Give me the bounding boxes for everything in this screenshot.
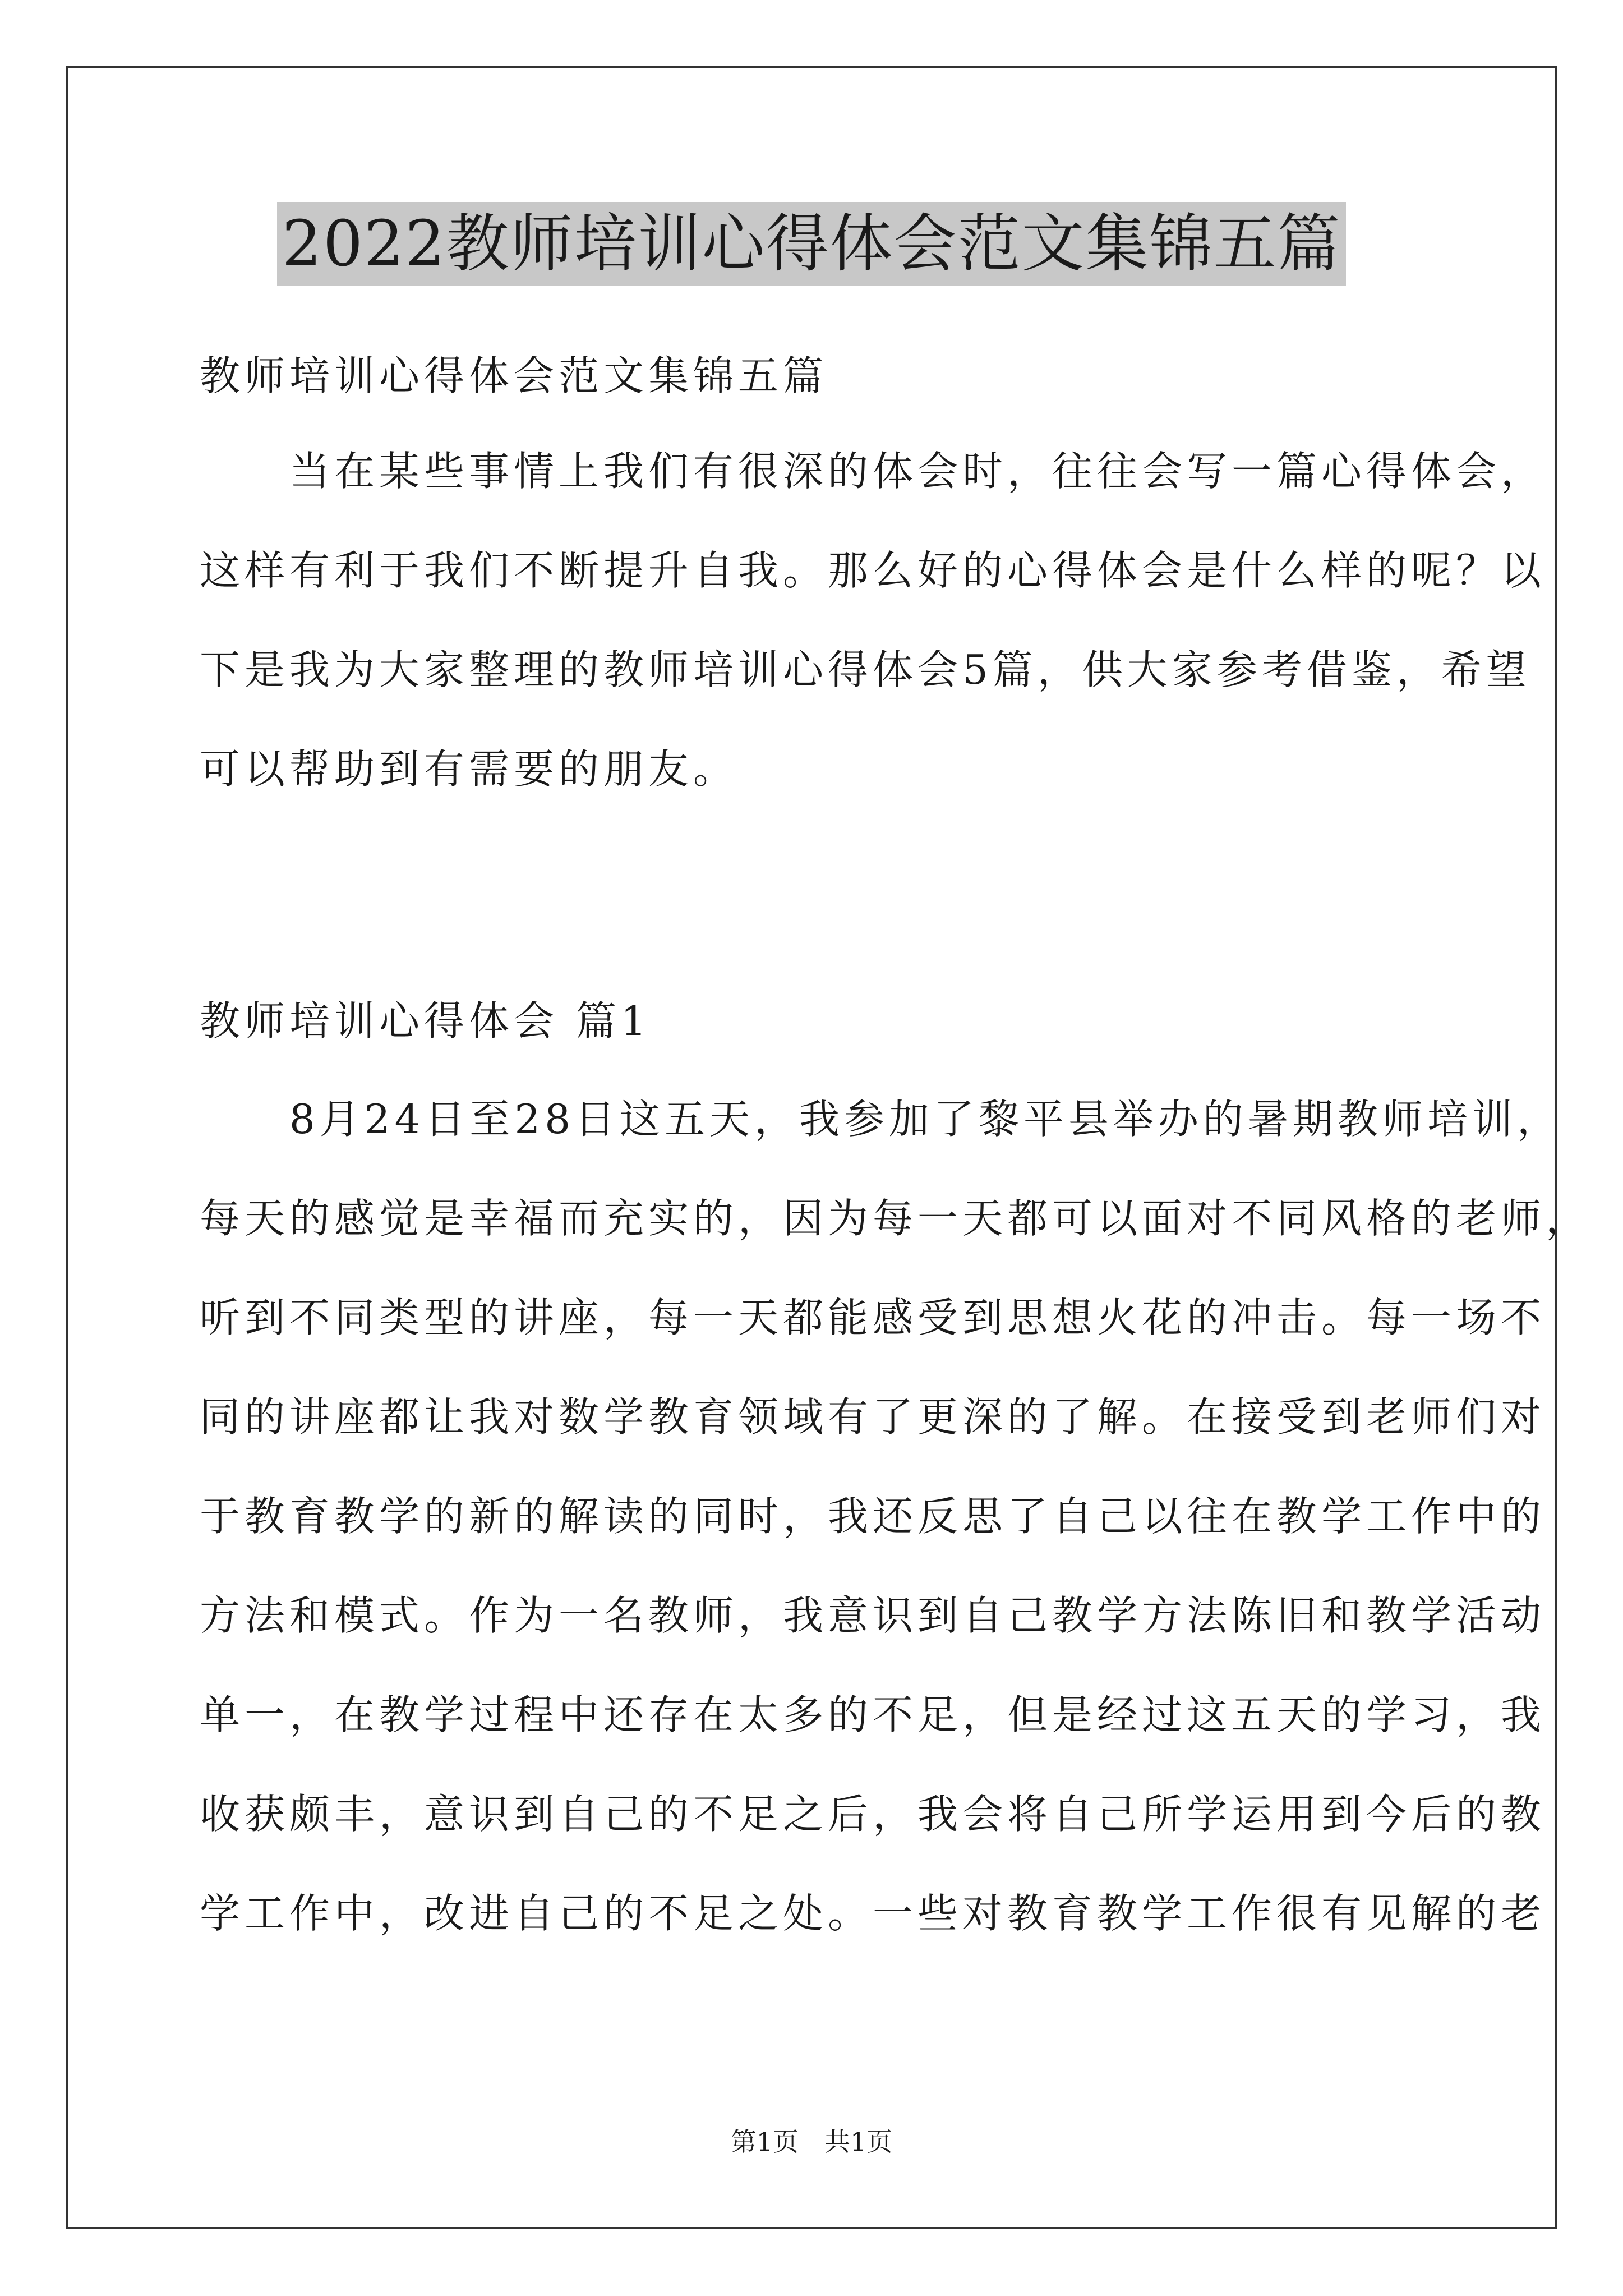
subtitle-block: [200, 348, 1456, 404]
paragraph-line: 可以帮助到有需要的朋友。: [200, 746, 739, 793]
paragraph-line: 同的讲座都让我对数学教育领域有了更深的了解。在接受到老师们对: [200, 1393, 1546, 1441]
paragraph-line: 听到不同类型的讲座，每一天都能感受到思想火花的冲击。每一场不: [200, 1294, 1546, 1341]
intro-paragraph: [200, 443, 1546, 797]
section-heading-block: [200, 993, 1456, 1049]
paragraph-line: 这样有利于我们不断提升自我。那么好的心得体会是什么样的呢？以: [200, 547, 1546, 594]
document-title: 2022教师培训心得体会范文集锦五篇: [277, 202, 1345, 286]
section-paragraph: [200, 1091, 1591, 1941]
paragraph-line: 下是我为大家整理的教师培训心得体会5篇，供大家参考借鉴，希望: [200, 646, 1531, 693]
title-container: [0, 202, 1623, 286]
paragraph-line: 当在某些事情上我们有很深的体会时，往往会写一篇心得体会，: [200, 448, 1546, 495]
document-subtitle: 教师培训心得体会范文集锦五篇: [200, 352, 828, 399]
paragraph-line: 学工作中，改进自己的不足之处。一些对教育教学工作很有见解的老: [200, 1890, 1546, 1937]
section-heading: 教师培训心得体会 篇1: [200, 997, 651, 1045]
paragraph-line: 单一，在教学过程中还存在太多的不足，但是经过这五天的学习，我: [200, 1691, 1546, 1738]
paragraph-line: 8月24日至28日这五天，我参加了黎平县举办的暑期教师培训，: [200, 1096, 1562, 1143]
paragraph-line: 方法和模式。作为一名教师，我意识到自己教学方法陈旧和教学活动: [200, 1592, 1546, 1639]
paragraph-line: 每天的感觉是幸福而充实的，因为每一天都可以面对不同风格的老师，: [200, 1195, 1591, 1242]
paragraph-line: 收获颇丰，意识到自己的不足之后，我会将自己所学运用到今后的教: [200, 1791, 1546, 1838]
paragraph-line: 于教育教学的新的解读的同时，我还反思了自己以往在教学工作中的: [200, 1493, 1546, 1540]
page-number: 第1页 共1页: [730, 2127, 893, 2157]
page-footer: [0, 2125, 1623, 2159]
